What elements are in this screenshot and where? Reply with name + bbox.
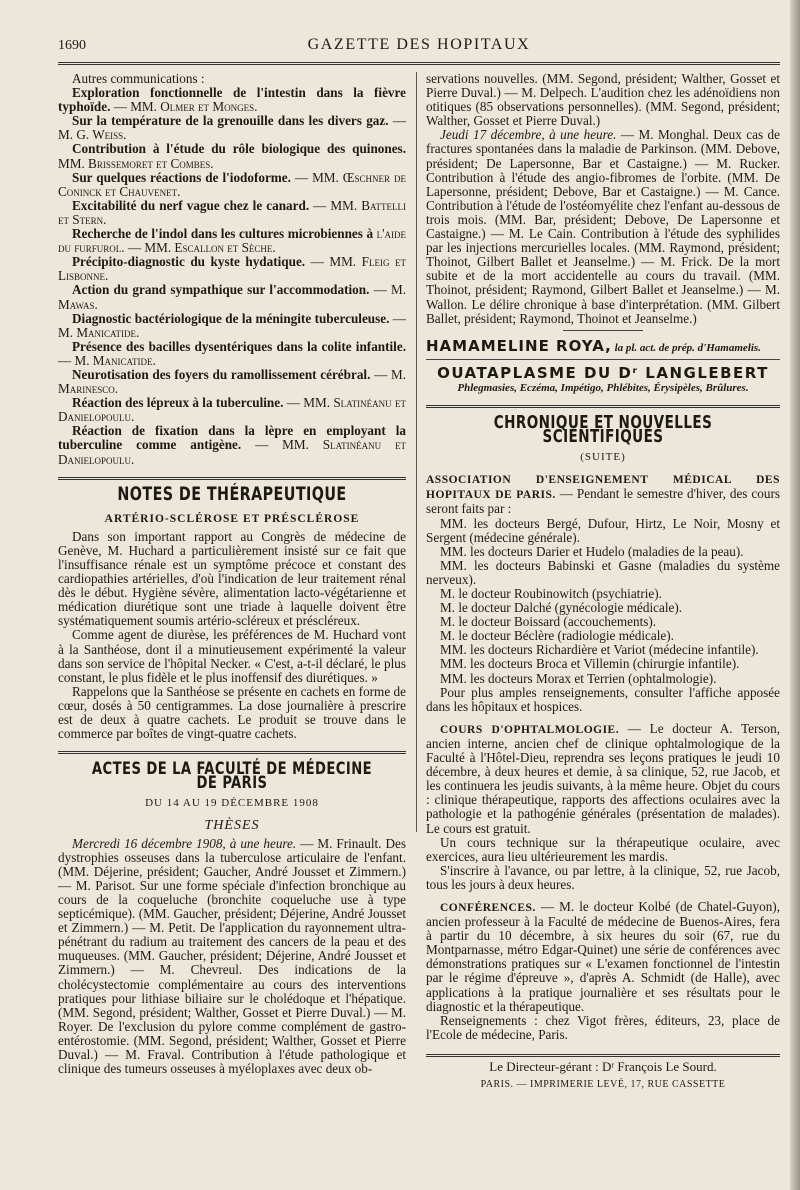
director-line: Le Directeur-gérant : Dʳ François Le Sourd.	[426, 1054, 780, 1074]
hamameline-brand: HAMAMELINE ROYA,	[426, 336, 612, 355]
ouataplasme-brand: OUATAPLASME DU Dʳ LANGLEBERT	[437, 363, 769, 382]
therapeutique-subtitle: ARTÉRIO-SCLÉROSE ET PRÉSCLÉROSE	[104, 512, 360, 525]
communication-title: Présence des bacilles dysentériques dans la colite infantile.	[72, 338, 406, 354]
communication-authors: — MM. Fleig et Lisbonne.	[58, 254, 406, 284]
journal-title: GAZETTE DES HOPITAUX	[307, 36, 531, 53]
section-rule	[58, 751, 406, 754]
therapeutique-para-2: Comme agent de diurèse, les préférences de M. Huchard vont à la Santhéose, dont il a minutieusement expérimenté la valeur dans son service de l'hôpital Necker. « C'est, a-t-il déclaré, le plus constant, le plus fidèle et le plus inoffensif des diurétiques. »	[58, 627, 406, 685]
communication-item	[58, 142, 406, 170]
jeudi-date: Jeudi 17 décembre, à une heure.	[440, 127, 617, 143]
communication-item	[58, 424, 406, 466]
header-rule	[58, 62, 780, 65]
communication-title: Contribution à l'étude du rôle biologique des quinones.	[72, 141, 406, 157]
page-edge-shadow	[790, 0, 800, 1190]
communication-authors: — MM. Œschner de Coninck et Chauvenet.	[58, 169, 406, 199]
communication-item	[58, 86, 406, 114]
communication-title: Neurotisation des foyers du ramollissement cérébral.	[72, 366, 371, 382]
ad-rule	[426, 359, 780, 360]
actes-dates: DU 14 AU 19 DÉCEMBRE 1908	[145, 797, 319, 810]
conf-para-2: Renseignements : chez Vigot frères, éditeurs, 23, place de l'Ecole de médecine, Paris.	[426, 1012, 780, 1042]
communication-item	[58, 255, 406, 283]
communication-title: Réaction des lépreux à la tuberculine.	[72, 395, 284, 411]
communication-authors: — M. G. Weiss.	[58, 113, 406, 143]
conf-heading: CONFÉRENCES.	[440, 901, 536, 914]
communication-item	[58, 283, 406, 311]
course-item: MM. les docteurs Bergé, Dufour, Hirtz, Le Noir, Mosny et Sergent (médecine générale).	[426, 515, 780, 545]
therapeutique-title: NOTES DE THÉRAPEUTIQUE	[117, 483, 347, 505]
conf-para-1: — M. le docteur Kolbé (de Chatel-Guyon), ancien professeur à la Faculté de médecine de Buenos-Aires, fera à partir du 10 décembre, à six heures du soir (67, rue du Montparnasse, métro Edgar-Quinet) une série de conférences avec démonstrations pratiques sur « L'examen fonctionnel de l'intestin par le régime d'épreuve », d'après A. Schmidt (de Halle), avec applications à la pratique journalière et ses résultats pour le diagnostic et la thérapeutique.	[426, 898, 780, 1014]
chronique-suite: (SUITE)	[580, 451, 626, 464]
communication-title: Exploration fonctionnelle de l'intestin dans la fièvre typhoïde.	[58, 85, 406, 115]
communication-authors: l'aide du furfurol. — MM. Escallon et Sèche.	[58, 226, 406, 256]
therapeutique-para-1: Dans son important rapport au Congrès de médecine de Genève, M. Huchard a particulièrement insisté sur ce fait que l'insuffisance rénale est un symptôme précoce et constant des cardiopathies artérielles, d'où l'indication de leur traitement rénal dès le début. Hygiène sévère, alimentation lacto-végétarienne et médication diurétique sont une triade à laquelle doivent être systématiquement soumis artério-scléreux et préscléreux.	[58, 528, 406, 629]
course-list	[426, 517, 780, 714]
communication-item	[58, 114, 406, 142]
communication-authors: — M. Marinesco.	[58, 366, 406, 397]
section-rule	[58, 477, 406, 480]
course-item: M. le docteur Dalché (gynécologie médicale).	[440, 600, 683, 616]
actes-date-line: Mercredi 16 décembre 1908, à une heure.	[72, 835, 297, 851]
communication-title: Réaction de fixation dans la lèpre en employant la tuberculine comme antigène.	[58, 423, 406, 453]
communication-title: Sur quelques réactions de l'iodoforme.	[72, 169, 291, 185]
communication-authors: — M. Manicatide.	[58, 310, 406, 340]
course-item: MM. les docteurs Darier et Hudelo (maladies de la peau).	[440, 543, 744, 559]
hamameline-tagline: la pl. act. de prép. d'Hamamelis.	[611, 341, 761, 354]
ophtal-para-2: Un cours technique sur la thérapeutique oculaire, avec exercices, aura lieu ultérieurement les mardis.	[426, 834, 780, 864]
communication-item	[58, 199, 406, 227]
communication-item	[58, 368, 406, 396]
communication-authors: — MM. Battelli et Stern.	[58, 197, 407, 227]
course-item: Pour plus amples renseignements, consulter l'affiche apposée dans les hôpitaux et hospices.	[426, 684, 780, 714]
communication-title: Action du grand sympathique sur l'accommodation.	[72, 282, 370, 298]
communication-title: Recherche de l'indol dans les cultures microbiennes à	[72, 226, 374, 242]
left-column	[58, 72, 406, 1076]
course-item: M. le docteur Boissard (accouchements).	[440, 614, 657, 630]
communication-item	[58, 227, 406, 255]
course-item: MM. les docteurs Babinski et Gasne (maladies du système nerveux).	[426, 557, 780, 587]
communication-title: Précipito-diagnostic du kyste hydatique.	[72, 254, 306, 270]
communications-list	[58, 86, 406, 467]
ouataplasme-tagline: Phlegmasies, Eczéma, Impétigo, Phlébites, Érysipèles, Brûlures.	[457, 381, 749, 394]
column-separator	[416, 72, 417, 832]
communication-item	[58, 340, 406, 368]
actes-title: ACTES DE LA FACULTÉ DE MÉDECINE DE PARIS	[91, 759, 373, 794]
communications-intro: Autres communications :	[72, 71, 205, 86]
course-item: MM. les docteurs Morax et Terrien (ophtalmologie).	[440, 670, 717, 686]
short-rule	[563, 330, 643, 331]
communication-authors: — M. Manicatide.	[58, 352, 156, 368]
ophtal-para-3: S'inscrire à l'avance, ou par lettre, à la clinique, 52, rue Jacob, tous les jours à deux heures.	[426, 862, 780, 892]
jeudi-theses	[426, 128, 780, 325]
communication-authors: — MM. Slatinéanu et Danielopoulu.	[58, 395, 406, 425]
hamameline-ad	[426, 336, 780, 355]
communication-item	[58, 396, 406, 424]
assoc-heading: ASSOCIATION D'ENSEIGNEMENT MÉDICAL DES HOPITAUX DE PARIS.	[426, 474, 780, 502]
page-header	[58, 36, 780, 58]
communication-authors: — MM. Slatinéanu et Danielopoulu.	[58, 437, 406, 467]
course-item: MM. les docteurs Richardière et Variot (médecine infantile).	[440, 642, 759, 658]
assoc-intro: — Pendant le semestre d'hiver, des cours seront faits par :	[426, 486, 780, 517]
course-item: M. le docteur Béclère (radiologie médicale).	[440, 628, 674, 644]
section-rule	[426, 405, 780, 408]
communication-item	[58, 171, 406, 199]
jeudi-body: — M. Monghal. Deux cas de fractures spontanées dans la maladie de Parkinson. (MM. Debove, président; De Lapersonne, Bar et Castaigne.) — M. Rucker. Contribution à l'étude des angio-fibromes de l'orbite. (MM. De Lapersonne, président; Debove, Bar et Castaigne.) — M. Cance. Contribution à l'étude de l'ostéomyélite chez l'enfant au-dessous de trois mois. (MM. Bar, président; Debove, De Lapersonne et Castaigne.) — M. Le Cain. Contribution à l'étude des syphilides par les injections mercurielles locales. (MM. Raymond, président; Thoinot, Gilbert Ballet et Jeanselme.) — M. Frick. De la mort subite et de la mort accidentelle au cours du travail. (MM. Thoinot, président; Raymond, Gilbert Ballet et Jeanselme.) — M. Wallon. Le délire chronique à base d'interprétation. (MM. Gilbert Ballet, président; Raymond, Thoinot et Jeanselme.)	[426, 127, 780, 326]
communication-item	[58, 312, 406, 340]
therapeutique-para-3: Rappelons que la Santhéose se présente en cachets en forme de cœur, dosés à 50 centigrammes. La dose journalière à prescrire est de deux à quatre cachets. Le produit se trouve dans le commerce par boîtes de vingt-quatre cachets.	[58, 683, 406, 742]
communication-title: Sur la température de la grenouille dans les divers gaz.	[72, 113, 389, 129]
right-column	[426, 72, 780, 1092]
ophtal-paragraph	[426, 722, 780, 836]
communication-authors: — MM. Olmer et Monges.	[110, 99, 258, 115]
ophtal-heading: COURS D'OPHTALMOLOGIE.	[440, 723, 620, 736]
theses-continuation: servations nouvelles. (MM. Segond, président; Walther, Gosset et Pierre Duval.) — M. Delpech. L'audition chez les adénoïdiens non otitiques (85 observations personnelles). (MM. Segond, président; Walther, Gosset et Pierre Duval.)	[426, 71, 780, 129]
communication-authors: MM. Brissemoret et Combes.	[58, 155, 214, 171]
actes-body	[58, 837, 406, 1077]
assoc-paragraph	[426, 472, 780, 516]
actes-body-text: — M. Frinault. Des dystrophies osseuses dans la tuberculose articulaire de l'enfant. (MM. Déjerine, président; Gaucher, André Jousset et Zimmern.) — M. Parisot. Sur une forme spéciale d'infection bronchique au cours de la coqueluche (bronchite coqueluche use à type septicémique). (MM. Gaucher, président; Déjerine, André Jousset et Zimmern.) — M. Petit. De l'application du rayonnement ultra-pénétrant du radium au traitement des cancers de la peau et des muqueuses. (MM. Gaucher, président; Déjerine, André Jousset et Zimmern.) — M. Chevreul. Des indications de la cholécystectomie complémentaire au cours des interventions pratiques pour lithiase biliaire sur le cholédoque et l'hépatique. (MM. Segond, président; Walther, Gosset et Pierre Duval.) — M. Royer. De l'exclusion du pylore comme complément de gastro-entérostomie. (MM. Segond, président; Walther, Gosset et Pierre Duval.) — M. Fraval. Contribution à l'étude pathologique et clinique des tumeurs osseuses à myéloplaxes avec deux ob-	[58, 835, 406, 1077]
communication-title: Excitabilité du nerf vague chez le canard.	[72, 197, 310, 213]
page-number: 1690	[58, 38, 86, 53]
conf-paragraph	[426, 900, 780, 1014]
imprint-line: PARIS. — IMPRIMERIE LEVÉ, 17, RUE CASSETTE	[480, 1079, 726, 1090]
communication-title: Diagnostic bactériologique de la méningite tuberculeuse.	[72, 310, 390, 326]
course-item: M. le docteur Roubinowitch (psychiatrie).	[440, 586, 662, 601]
theses-label: THÈSES	[204, 817, 260, 833]
chronique-title: CHRONIQUE ET NOUVELLES SCIENTIFIQUES	[493, 412, 713, 448]
communication-authors: — M. Mawas.	[58, 282, 406, 312]
course-item: MM. les docteurs Broca et Villemin (chirurgie infantile).	[440, 656, 740, 672]
ophtal-para-1: — Le docteur A. Terson, ancien interne, ancien chef de clinique ophtalmologique de la Faculté à l'Hôtel-Dieu, reprendra ses leçons pratiques le jeudi 10 décembre, à deux heures et demie, à sa clinique, 52, rue Jacob, et les continuera les jeudis suivants, à la même heure. Objet du cours : clinique thérapeutique, rapports des affections oculaires avec la pathologie et la pathogénie générales (présentation de malades). Le cours est gratuit.	[426, 720, 780, 836]
